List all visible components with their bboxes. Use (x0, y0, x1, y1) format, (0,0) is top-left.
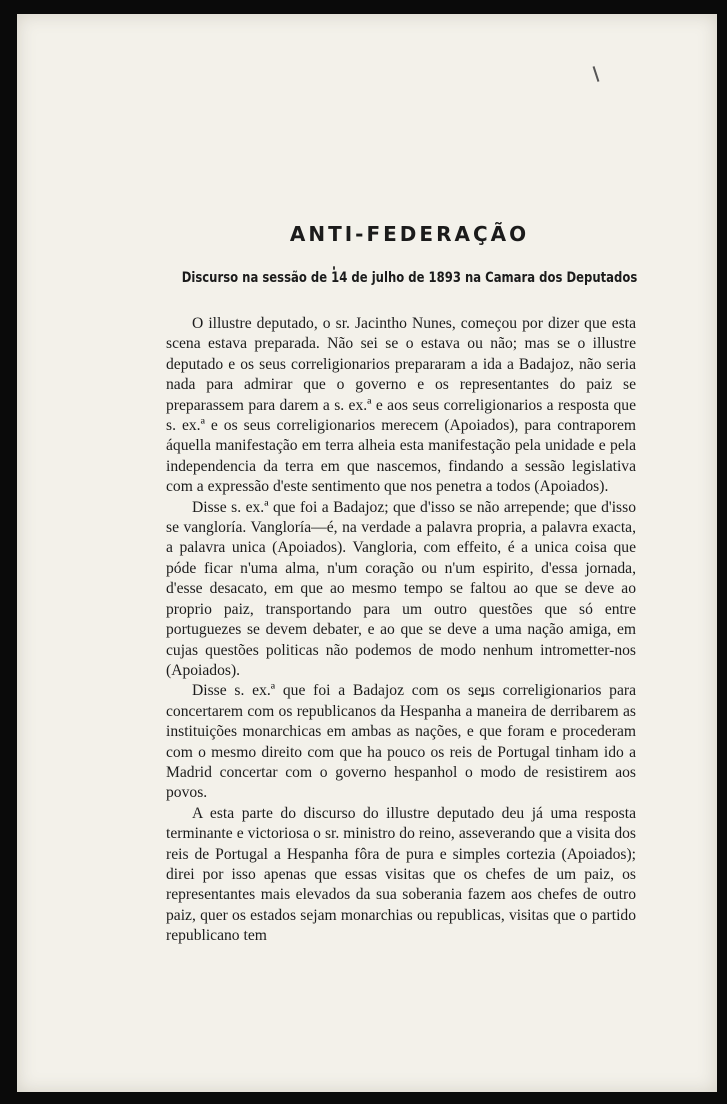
document-subtitle: Discurso na sessão de 14 de julho de 1893 na Camara dos Deputados (181, 270, 638, 286)
paragraph: Disse s. ex.ª que foi a Badajoz com os seus correligionarios para concertarem com os republicanos da Hespanha a maneira de derribarem as instituições monarchicas em ambas as nações, e que foram e procederam com o mesmo direito com que ha pouco os reis de Portugal tinham ido a Madrid concertar com o governo hespanhol o modo de resistirem aos povos. (166, 682, 636, 802)
paragraph: O illustre deputado, o sr. Jacintho Nunes, começou por dizer que esta scena estava preparada. Não sei se o estava ou não; mas se o illustre deputado e os seus correligionarios prepararam a ida a Badajoz, não seria nada para admirar que o governo e os representantes do paiz se preparassem para darem a s. ex.ª e aos seus correligionarios a resposta que s. ex.ª e os seus correligionarios merecem (Apoiados), para contraporem áquella manifestação em terra alheia esta manifestação pela unidade e pela independencia da terra em que nascemos, findando a sessão legislativa com a expressão d'este sentimento que nos penetra a todos (Apoiados). (166, 315, 636, 496)
paragraph: A esta parte do discurso do illustre deputado deu já uma resposta terminante e victoriosa o sr. ministro do reino, asseverando que a visita dos reis de Portugal a Hespanha fôra de pura e simples cortezia (Apoiados); direi por isso apenas que essas visitas que os chefes de um paiz, os representantes mais elevados da sua soberania fazem aos chefes de outro paiz, quer os estados sejam monarchias ou republicas, visitas que o partido republicano tem (166, 804, 636, 945)
scan-mark (593, 66, 600, 82)
document-page (17, 14, 717, 1092)
document-body (166, 314, 636, 947)
paragraph: Disse s. ex.ª que foi a Badajoz; que d'isso se não arrepende; que d'isso se vangloría. Vangloría—é, na verdade a palavra propria, a palavra exacta, a palavra unica (Apoiados). Vangloria, com effeito, é a unica coisa que póde ficar n'uma alma, n'um coração ou n'um espirito, d'essa jornada, d'esse desacato, em que ao mesmo tempo se faltou ao que se deve ao proprio paiz, transportando para um outro questões que só entre portuguezes se devem debater, e ao que se deve a uma nação amiga, em cujas questões politicas não podemos de modo nenhum intrometter-nos (Apoiados). (166, 498, 636, 679)
document-title: ANTI-FEDERAÇÃO (289, 222, 530, 246)
